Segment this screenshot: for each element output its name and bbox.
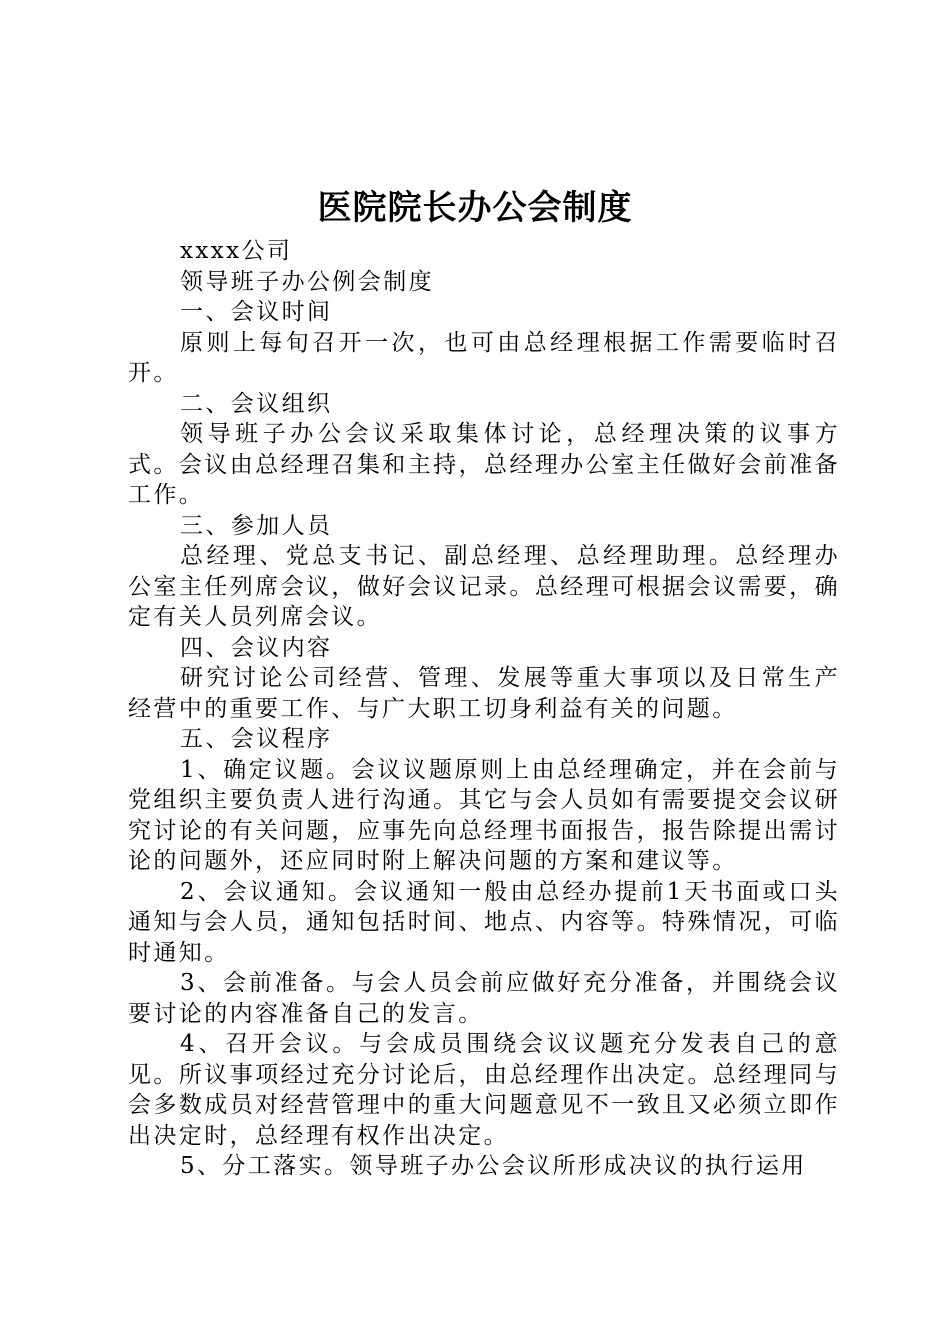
body-paragraph: 研究讨论公司经营、管理、发展等重大事项以及日常生产经营中的重要工作、与广大职工切身利益有关的问题。 <box>128 665 840 722</box>
list-paragraph: 5、分工落实。领导班子办公会议所形成决议的执行运用 <box>180 1153 807 1179</box>
section-heading: 四、会议内容 <box>180 634 333 661</box>
body-paragraph: 领导班子办公会议采取集体讨论，总经理决策的议事方式。会议由总经理召集和主持，总经理办公室主任做好会前准备工作。 <box>128 421 840 508</box>
section-heading: 五、会议程序 <box>180 726 333 752</box>
document-body <box>128 236 840 1182</box>
section-heading: 一、会议时间 <box>180 299 333 325</box>
body-paragraph: 原则上每旬召开一次，也可由总经理根据工作需要临时召开。 <box>128 329 840 386</box>
section-heading: 二、会议组织 <box>180 390 333 417</box>
document-title: 医院院长办公会制度 <box>317 188 633 228</box>
list-paragraph: 4、召开会议。与会成员围绕会议议题充分发表自己的意见。所议事项经过充分讨论后，由总经理作出决定。总经理同与会多数成员对经营管理中的重大问题意见不一致且又必须立即作出决定时，总经理有权作出决定。 <box>128 1031 840 1149</box>
list-paragraph: 3、会前准备。与会人员会前应做好充分准备，并围绕会议要讨论的内容准备自己的发言。 <box>128 970 840 1027</box>
list-paragraph: 1、确定议题。会议议题原则上由总经理确定，并在会前与党组织主要负责人进行沟通。其它与会人员如有需要提交会议研究讨论的有关问题，应事先向总经理书面报告，报告除提出需讨论的问题外，还应同时附上解决问题的方案和建议等。 <box>128 756 840 874</box>
company-name: xxxx公司 <box>180 238 293 264</box>
list-paragraph: 2、会议通知。会议通知一般由总经办提前1天书面或口头通知与会人员，通知包括时间、地点、内容等。特殊情况，可临时通知。 <box>128 878 840 966</box>
section-heading: 三、参加人员 <box>180 512 333 539</box>
body-paragraph: 总经理、党总支书记、副总经理、总经理助理。总经理办公室主任列席会议，做好会议记录。总经理可根据会议需要，确定有关人员列席会议。 <box>128 543 840 630</box>
subtitle-line: 领导班子办公例会制度 <box>180 268 434 295</box>
